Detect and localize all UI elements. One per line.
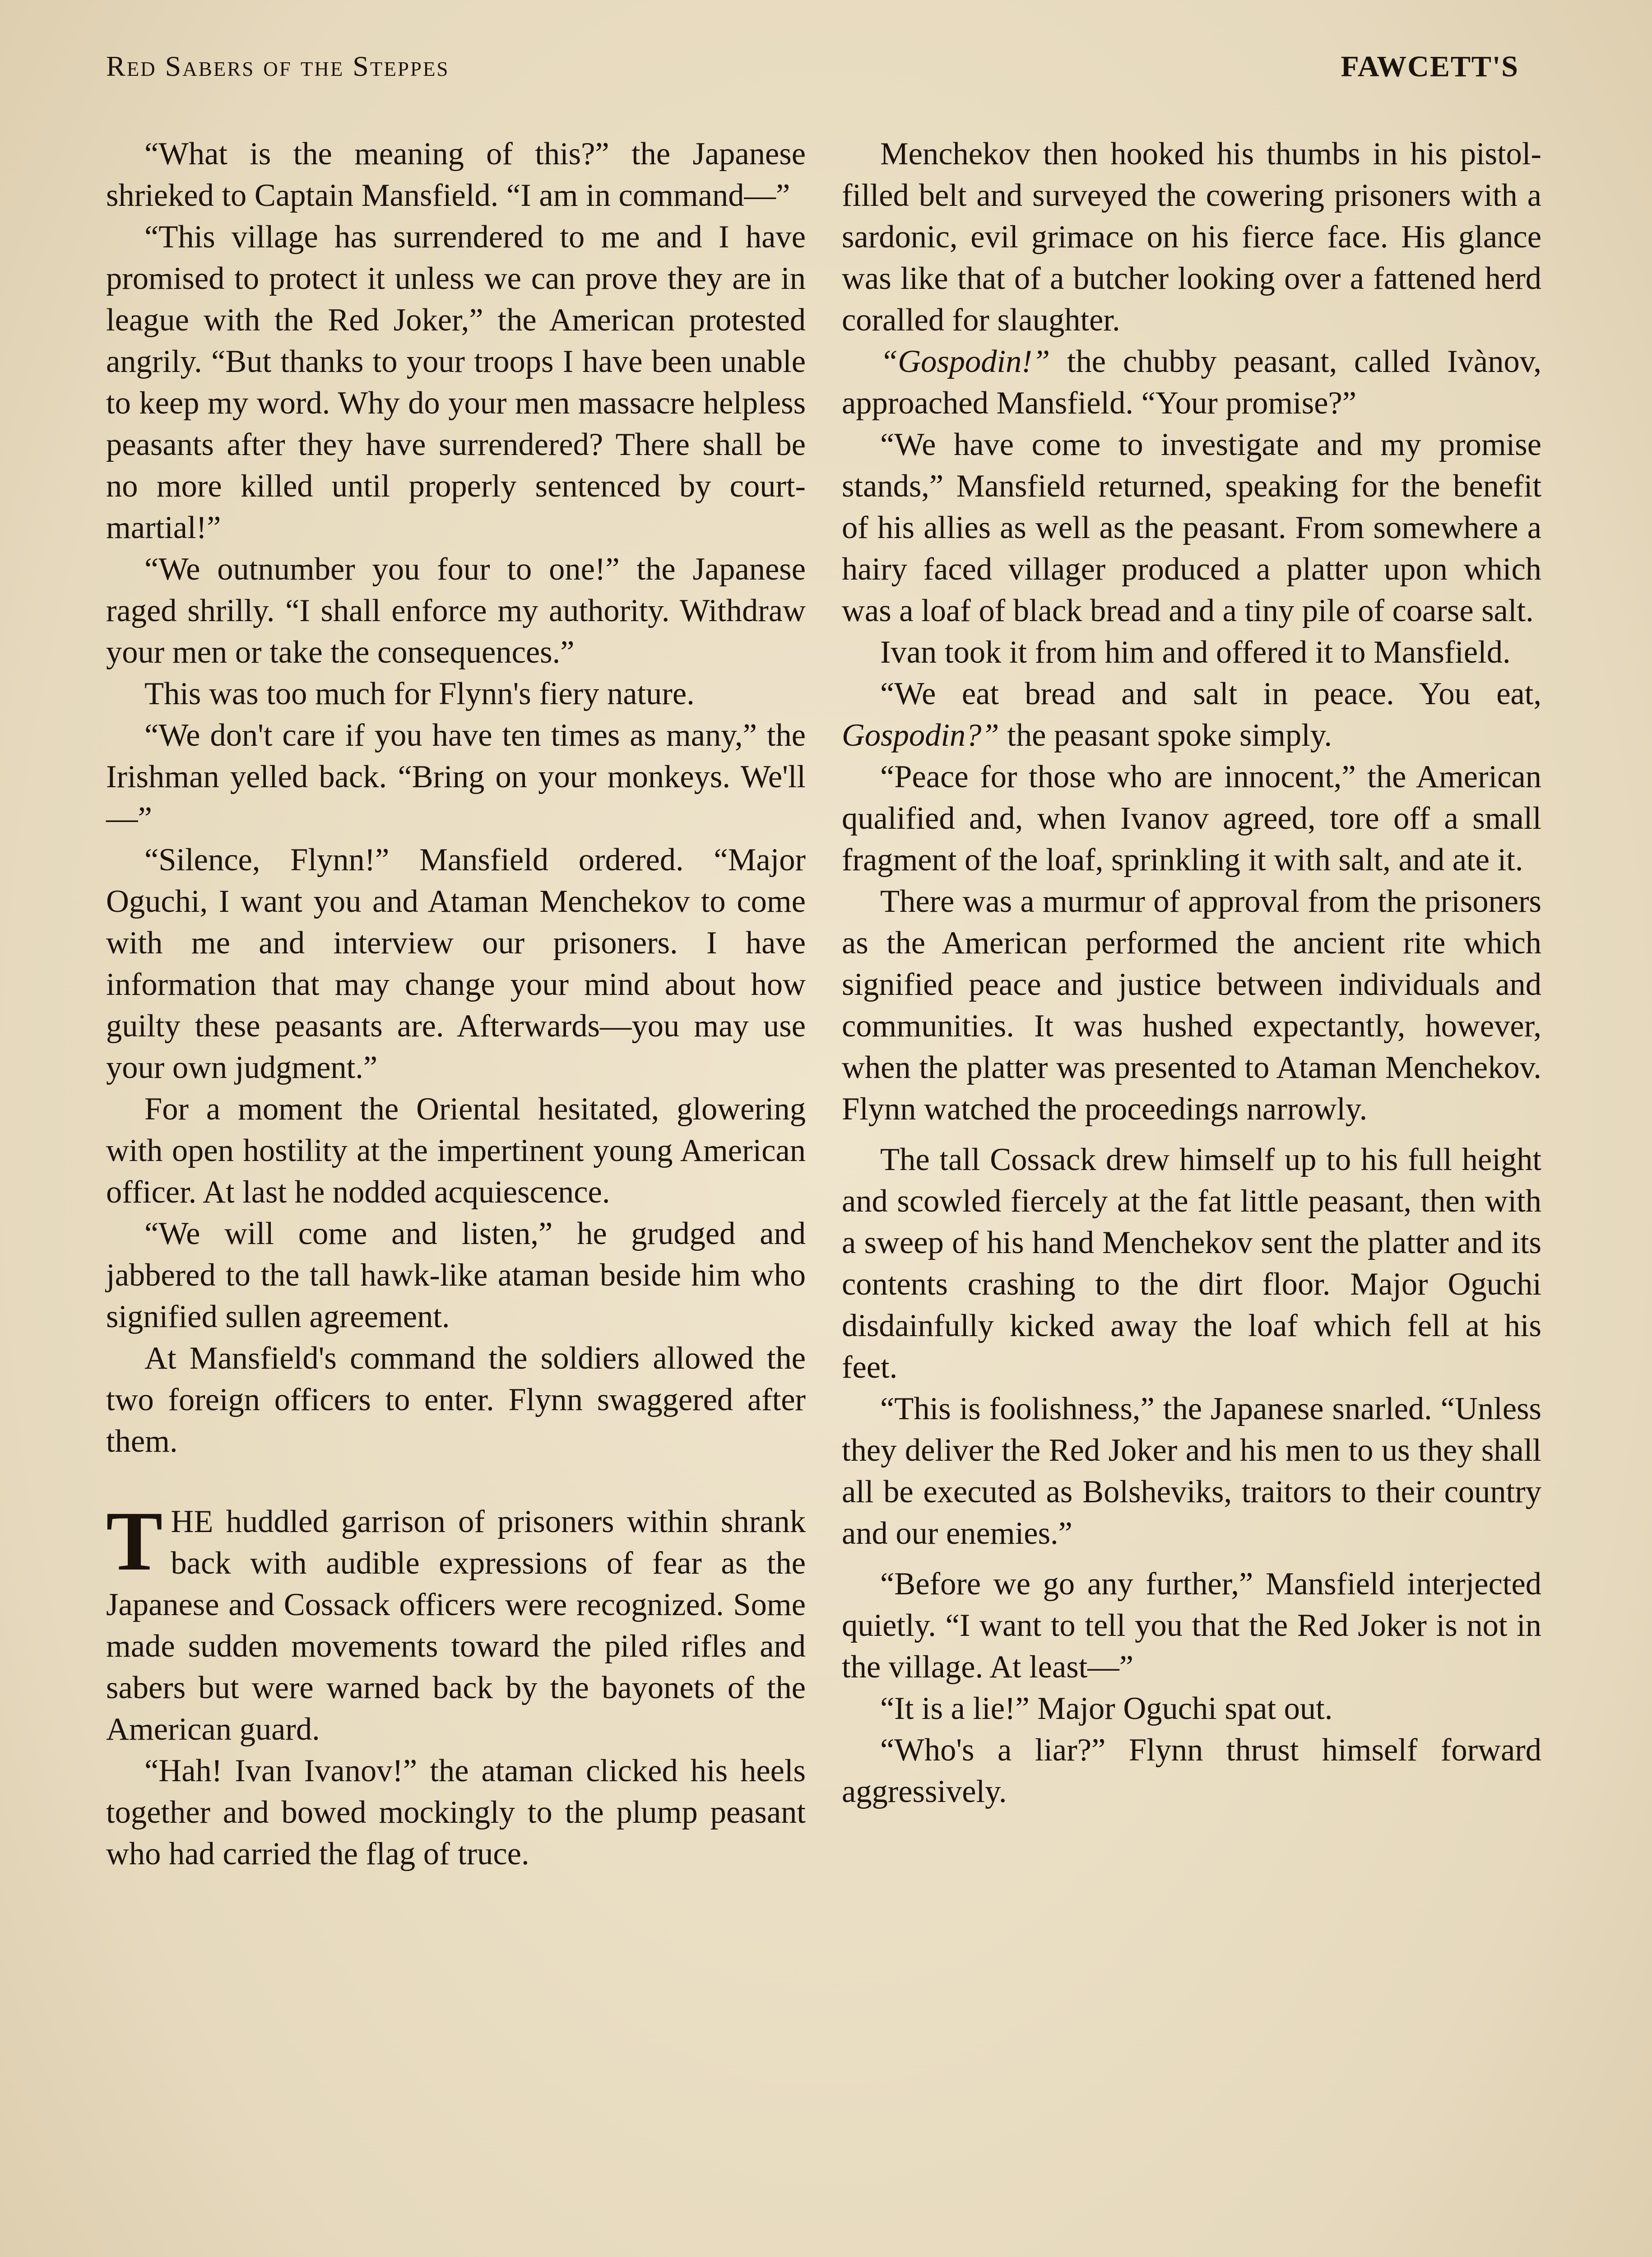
- paragraph-text: Ivan took it from him and offered it to Mansfield.: [880, 635, 1511, 670]
- drop-cap: T: [106, 1494, 163, 1588]
- paragraph-text: For a moment the Oriental hesitated, glowering with open hostility at the impertinent young American officer. At last he nodded acquiescence.: [106, 1091, 806, 1210]
- paragraph: [106, 1337, 806, 1462]
- italic-text: Gospodin?”: [842, 718, 999, 753]
- paragraph: [842, 341, 1541, 424]
- paragraph-text: “We will come and listen,” he grudged and jabbered to the tall hawk-like ataman beside him who signified sullen agreement.: [106, 1216, 806, 1334]
- text-column-right: [842, 133, 1541, 1812]
- paragraph: [842, 133, 1541, 341]
- paragraph-text: At Mansfield's command the soldiers allowed the two foreign officers to enter. Flynn swaggered after them.: [106, 1341, 806, 1459]
- paragraph-text: “We eat bread and salt in peace. You eat,: [880, 676, 1541, 711]
- paragraph-text: “We have come to investigate and my promise stands,” Mansfield returned, speaking for the benefit of his allies as well as the peasant. From somewhere a hairy faced villager produced a platter upon which was a loaf of black bread and a tiny pile of coarse salt.: [842, 427, 1541, 628]
- paragraph: [106, 715, 806, 839]
- paragraph-text: There was a murmur of approval from the prisoners as the American performed the ancient rite which signified peace and justice between individuals and communities. It was hushed expectantly, however, when the platter was presented to Ataman Menchekov. Flynn watched the proceedings narrowly.: [842, 884, 1541, 1127]
- paragraph: [842, 424, 1541, 632]
- paragraph-text: “Silence, Flynn!” Mansfield ordered. “Major Oguchi, I want you and Ataman Menchekov to come with me and interview our prisoners. I have information that may change your mind about how guilty these peasants are. Afterwards—you may use your own judgment.”: [106, 842, 806, 1085]
- paragraph-text: “It is a lie!” Major Oguchi spat out.: [880, 1691, 1333, 1726]
- paragraph-text: the chubby peasant, called Ivànov, approached Mansfield. “Your promise?”: [842, 344, 1541, 421]
- paragraph: [842, 1729, 1541, 1812]
- paragraph: [106, 673, 806, 715]
- magazine-name: FAWCETT'S: [1341, 50, 1519, 83]
- paragraph: [106, 1213, 806, 1337]
- page-header: [106, 50, 1519, 90]
- paragraph-text: “We outnumber you four to one!” the Japanese raged shrilly. “I shall enforce my authority. Withdraw your men or take the consequences.”: [106, 552, 806, 670]
- paragraph: [842, 632, 1541, 673]
- paragraph: [842, 756, 1541, 881]
- paragraph-text: the peasant spoke simply.: [999, 718, 1332, 753]
- running-title: Red Sabers of the Steppes: [106, 50, 450, 82]
- paragraph-text: “This village has surrendered to me and I have promised to protect it unless we can prove they are in league with the Red Joker,” the American protested angrily. “But thanks to your troops I have been unable to keep my word. Why do your men massacre helpless peasants after they have surrendered? There shall be no more killed until properly sentenced by court-martial!”: [106, 219, 806, 545]
- paragraph-text: This was too much for Flynn's fiery nature.: [144, 676, 695, 711]
- paragraph: [842, 1139, 1541, 1388]
- paragraph: [842, 1563, 1541, 1688]
- paragraph-text: HE huddled garrison of prisoners within shrank back with audible expressions of fear as the Japanese and Cossack officers were recognized. Some made sudden movements toward the piled rifles and sabers but were warned back by the bayonets of the American guard.: [106, 1504, 806, 1747]
- paragraph-text: Menchekov then hooked his thumbs in his pistol-filled belt and surveyed the cowering prisoners with a sardonic, evil grimace on his fierce face. His glance was like that of a butcher looking over a fattened herd coralled for slaughter.: [842, 136, 1541, 338]
- paragraph: [842, 1388, 1541, 1554]
- paragraph: [842, 1688, 1541, 1729]
- paragraph-text: The tall Cossack drew himself up to his full height and scowled fiercely at the fat little peasant, then with a sweep of his hand Menchekov sent the platter and its contents crashing to the dirt floor. Major Oguchi disdainfully kicked away the loaf which fell at his feet.: [842, 1142, 1541, 1385]
- paragraph: [106, 548, 806, 673]
- paragraph: [106, 1494, 806, 1750]
- paragraph: [106, 133, 806, 216]
- paragraph: [106, 839, 806, 1088]
- paragraph-text: “We don't care if you have ten times as many,” the Irishman yelled back. “Bring on your monkeys. We'll—”: [106, 718, 806, 836]
- paragraph: [842, 673, 1541, 756]
- paragraph: [106, 1088, 806, 1213]
- paragraph: [106, 1750, 806, 1875]
- text-column-left: [106, 133, 806, 1875]
- paragraph: [106, 216, 806, 548]
- paragraph-text: “This is foolishness,” the Japanese snarled. “Unless they deliver the Red Joker and his men to us they shall all be executed as Bolsheviks, traitors to their country and our enemies.”: [842, 1391, 1541, 1551]
- paragraph-text: “What is the meaning of this?” the Japanese shrieked to Captain Mansfield. “I am in command—”: [106, 136, 806, 213]
- paragraph-text: “Peace for those who are innocent,” the American qualified and, when Ivanov agreed, tore off a small fragment of the loaf, sprinkling it with salt, and ate it.: [842, 759, 1541, 878]
- paragraph-text: “Hah! Ivan Ivanov!” the ataman clicked his heels together and bowed mockingly to the plump peasant who had carried the flag of truce.: [106, 1753, 806, 1872]
- italic-text: “Gospodin!”: [880, 344, 1050, 379]
- paragraph-text: “Who's a liar?” Flynn thrust himself forward aggressively.: [842, 1732, 1541, 1809]
- paragraph-text: “Before we go any further,” Mansfield interjected quietly. “I want to tell you that the Red Joker is not in the village. At least—”: [842, 1566, 1541, 1685]
- paragraph: [842, 881, 1541, 1130]
